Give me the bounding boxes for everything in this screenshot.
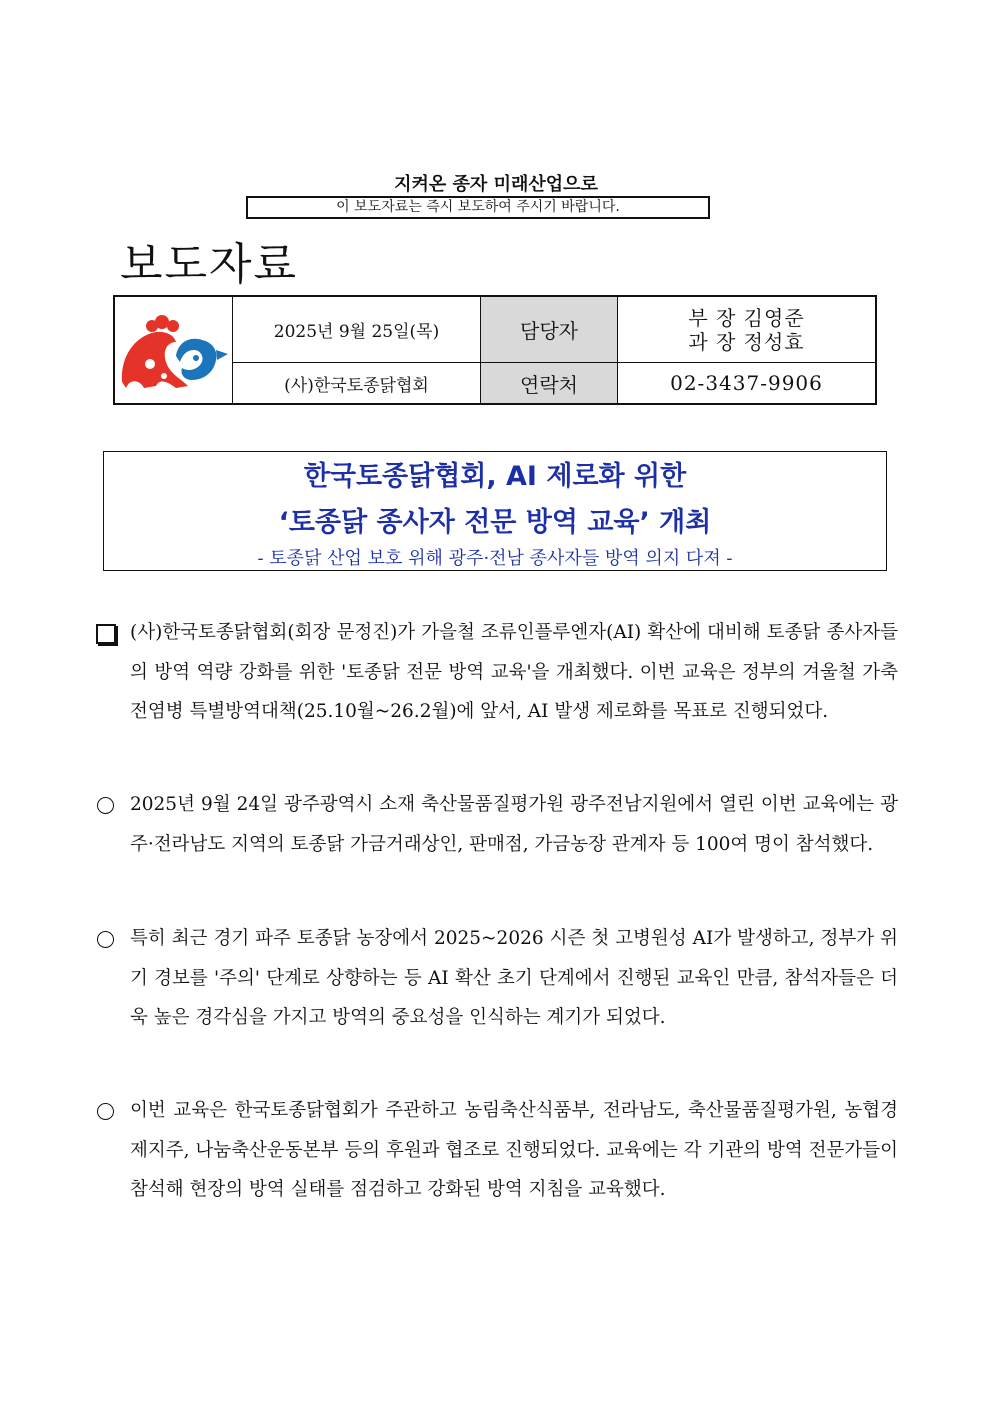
paragraph-text: 2025년 9월 24일 광주광역시 소재 축산물품질평가원 광주전남지원에서 열린 이번 교육에는 광주·전라남도 지역의 토종닭 가금거래상인, 판매점, 가금농장 관계자 등 100여 명이 참석했다. [130, 794, 898, 855]
circle-bullet-icon [92, 785, 126, 829]
paragraph-text: (사)한국토종닭협회(회장 문정진)가 가을철 조류인플루엔자(AI) 확산에 대비해 토종닭 종사자들의 방역 역량 강화를 위한 '토종닭 전문 방역 교육'을 개최했다. 이번 교육은 정부의 겨울철 가축전염병 특별방역대책(25.10월~26.2월)에 앞서, AI 발생 제로화를 목표로 진행되었다. [130, 622, 898, 722]
paragraph-item [92, 919, 898, 1038]
headline-line1: 한국토종닭협회, AI 제로화 위한 [303, 461, 687, 492]
contact-number-label: 연락처 [481, 363, 618, 404]
rooster-logo-icon [116, 302, 232, 394]
slogan: 지켜온 종자 미래산업으로 [394, 174, 598, 195]
phone-number: 02-3437-9906 [618, 363, 877, 404]
headline-line2: ‘토종닭 종사자 전문 방역 교육’ 개최 [278, 507, 712, 538]
release-notice: 이 보도자료는 즉시 보도하여 주시기 바랍니다. [246, 196, 710, 219]
paragraph-item [92, 1091, 898, 1210]
circle-bullet-icon [92, 1091, 126, 1135]
info-table [113, 295, 877, 405]
contact-person: 부 장 김영준 [688, 305, 805, 330]
logo-cell [114, 296, 233, 404]
contact-person: 과 장 정성효 [688, 329, 805, 354]
checkbox-bullet-icon [92, 613, 126, 659]
release-date: 2025년 9월 25일(목) [233, 296, 481, 363]
contact-persons [618, 296, 877, 363]
paragraph-main [92, 613, 898, 732]
circle-bullet-icon [92, 919, 126, 963]
paragraph-text: 특히 최근 경기 파주 토종닭 농장에서 2025~2026 시즌 첫 고병원성 AI가 발생하고, 정부가 위기 경보를 '주의' 단계로 상향하는 등 AI 확산 초기 단계에서 진행된 교육인 만큼, 참석자들은 더욱 높은 경각심을 가지고 방역의 중요성을 인식하는 계기가 되었다. [130, 928, 898, 1028]
organization-name: (사)한국토종닭협회 [233, 363, 481, 404]
headline-box [103, 451, 887, 571]
document-title: 보도자료 [120, 239, 299, 290]
paragraph-text: 이번 교육은 한국토종닭협회가 주관하고 농림축산식품부, 전라남도, 축산물품질평가원, 농협경제지주, 나눔축산운동본부 등의 후원과 협조로 진행되었다. 교육에는 각 기관의 방역 전문가들이 참석해 현장의 방역 실태를 점검하고 강화된 방역 지침을 교육했다. [130, 1100, 898, 1200]
headline-subtitle: - 토종닭 산업 보호 위해 광주·전남 종사자들 방역 의지 다져 - [257, 548, 733, 569]
paragraph-item [92, 785, 898, 864]
contact-person-label: 담당자 [481, 296, 618, 363]
